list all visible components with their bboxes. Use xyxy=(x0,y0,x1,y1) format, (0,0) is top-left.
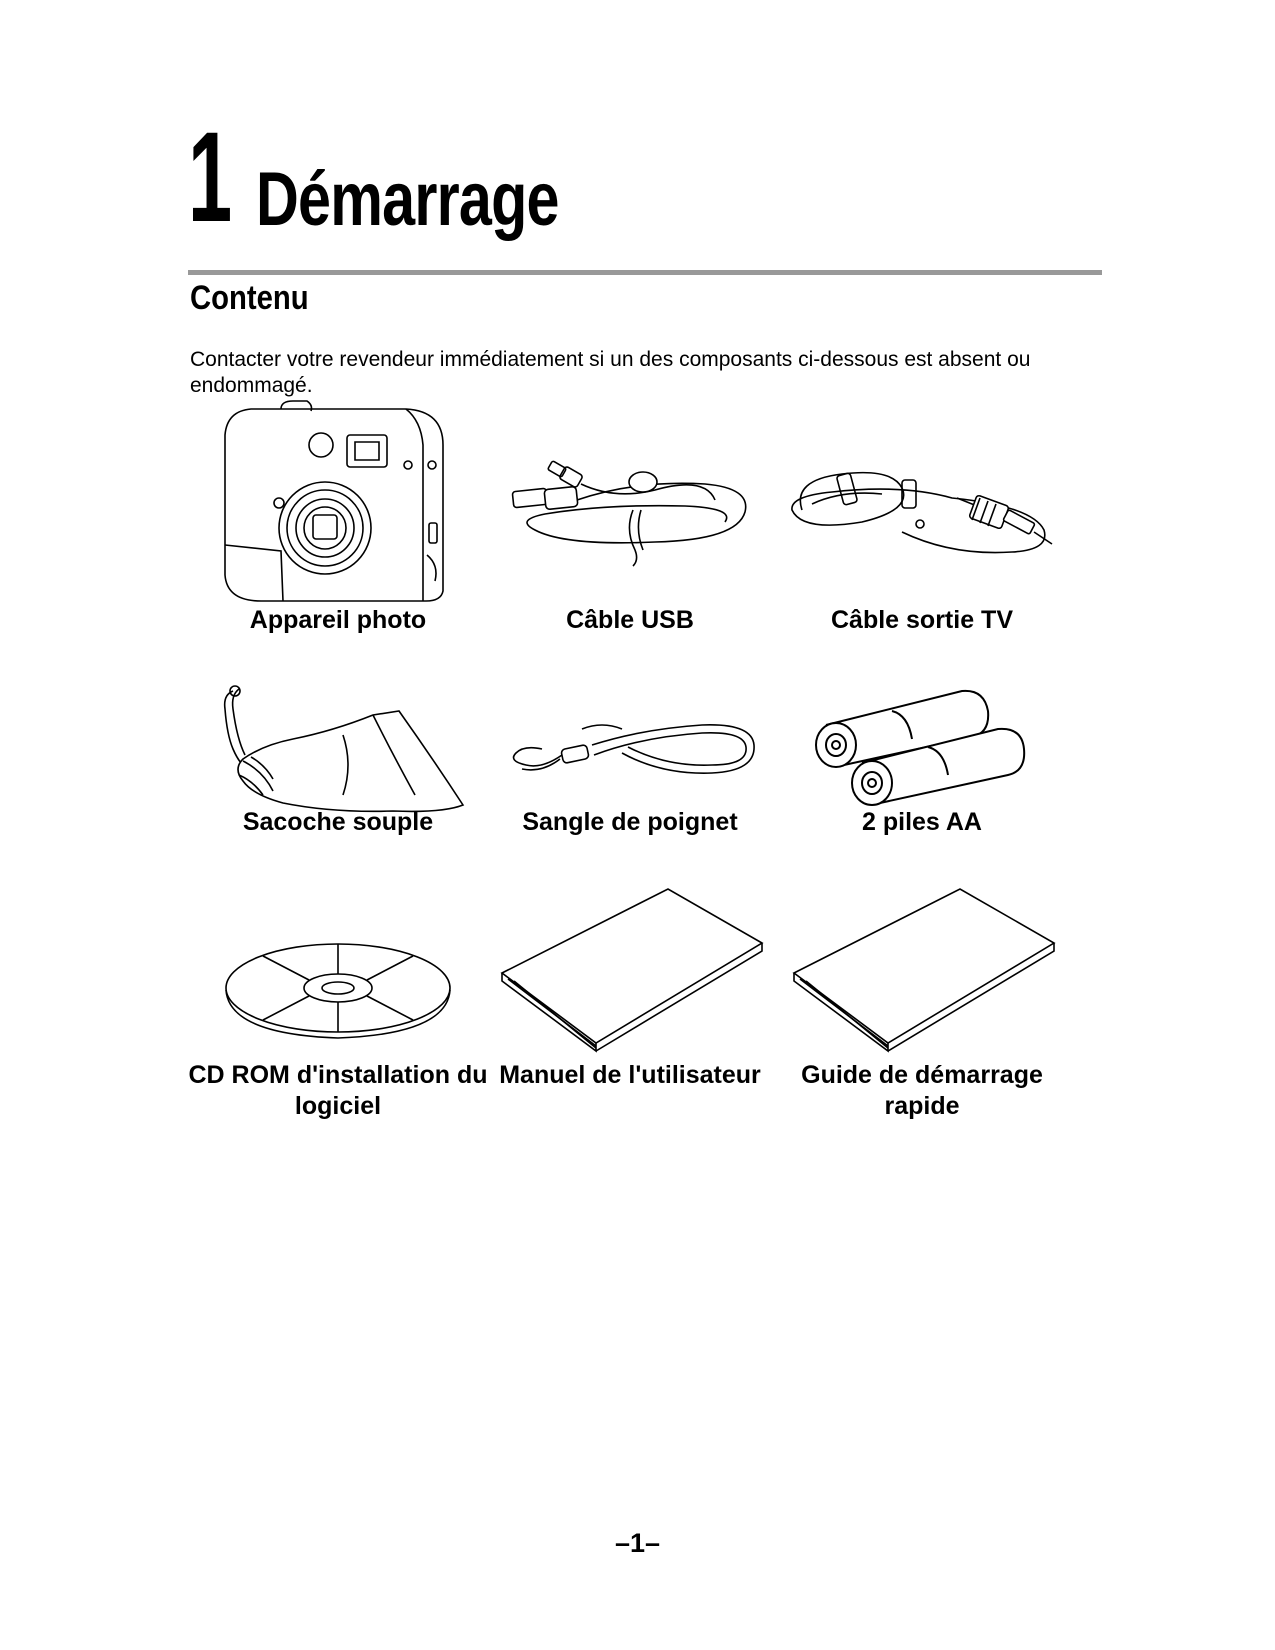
package-item-usb-cable xyxy=(480,405,780,655)
package-item-aa-batteries xyxy=(772,685,1072,865)
package-item-quick-guide xyxy=(772,885,1072,1135)
cd-rom-icon xyxy=(223,942,453,1042)
page-number: –1– xyxy=(614,1528,661,1558)
package-item-soft-pouch xyxy=(188,685,488,865)
item-label: 2 piles AA xyxy=(862,808,982,836)
item-label: Sangle de poignet xyxy=(522,808,738,836)
item-label: CD ROM d'installation du logiciel xyxy=(188,1061,488,1120)
intro-paragraph: Contacter votre revendeur immédiatement si un des composants ci-dessous est absent ou endommagé. xyxy=(190,348,1031,397)
package-item-cd-rom xyxy=(188,900,488,1150)
manual-icon xyxy=(498,885,768,1060)
quick-guide-icon xyxy=(790,885,1060,1060)
item-label: Guide de démarrage rapide xyxy=(801,1061,1043,1120)
package-item-camera xyxy=(188,405,488,655)
section-title: Contenu xyxy=(190,279,309,317)
item-label: Sacoche souple xyxy=(242,808,434,836)
camera-icon xyxy=(221,405,446,605)
item-label: Câble sortie TV xyxy=(831,606,1013,634)
package-item-user-manual xyxy=(480,885,780,1135)
chapter-number: 1 xyxy=(188,106,231,249)
chapter-title: Démarrage xyxy=(256,157,559,242)
tv-cable-icon xyxy=(782,460,1062,570)
item-label: Appareil photo xyxy=(249,606,427,634)
wrist-strap-icon xyxy=(502,715,762,795)
item-label: Manuel de l'utilisateur xyxy=(499,1061,761,1089)
batteries-icon xyxy=(812,685,1032,820)
section-divider xyxy=(188,270,1102,275)
item-label: Câble USB xyxy=(566,606,694,634)
package-item-tv-cable xyxy=(772,405,1072,655)
usb-cable-icon xyxy=(505,460,755,570)
package-item-wrist-strap xyxy=(480,685,780,865)
